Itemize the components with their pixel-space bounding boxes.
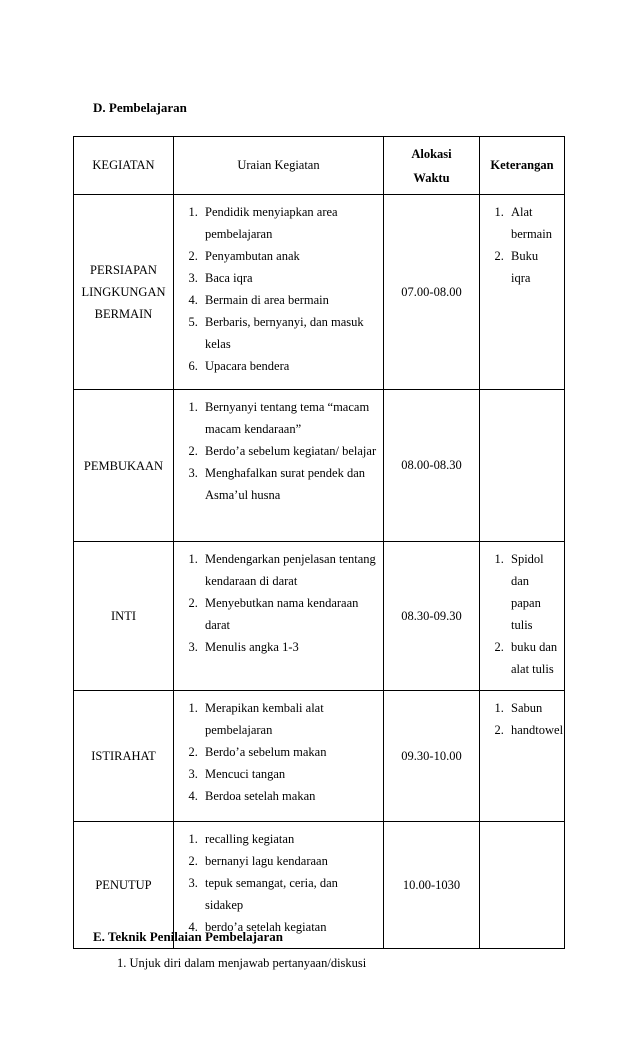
kegiatan-label: PEMBUKAAN bbox=[83, 458, 164, 473]
keterangan-item: 2. Buku iqra bbox=[507, 245, 560, 289]
keterangan-list bbox=[480, 691, 564, 751]
waktu-cell: 08.30-09.30 bbox=[384, 542, 480, 691]
uraian-item: 1. Mendengarkan penjelasan tentang kendaraan di darat bbox=[201, 548, 377, 592]
uraian-item: 2. Penyambutan anak bbox=[201, 245, 377, 267]
keterangan-item: 1. Alat bermain bbox=[507, 201, 560, 245]
uraian-cell bbox=[174, 691, 384, 822]
header-alokasi-line1: Alokasi bbox=[411, 146, 452, 161]
table-header-row bbox=[74, 137, 565, 195]
keterangan-item: 1. Sabun bbox=[507, 697, 560, 719]
header-keterangan: Keterangan bbox=[480, 137, 565, 195]
kegiatan-cell bbox=[74, 390, 174, 542]
uraian-item: 5. Berbaris, bernyanyi, dan masuk kelas bbox=[201, 311, 377, 355]
keterangan-cell bbox=[480, 542, 565, 691]
uraian-item: 3. Menghafalkan surat pendek dan Asma’ul husna bbox=[201, 462, 377, 506]
uraian-item: 1. recalling kegiatan bbox=[201, 828, 377, 850]
kegiatan-label: PERSIAPAN bbox=[90, 263, 157, 277]
uraian-cell bbox=[174, 542, 384, 691]
uraian-list bbox=[174, 390, 383, 516]
section-e-item: 1. Unjuk diri dalam menjawab pertanyaan/diskusi bbox=[117, 956, 367, 970]
uraian-cell bbox=[174, 195, 384, 390]
uraian-item: 4. Bermain di area bermain bbox=[201, 289, 377, 311]
header-kegiatan: KEGIATAN bbox=[74, 137, 174, 195]
uraian-item: 1. Pendidik menyiapkan area pembelajaran bbox=[201, 201, 377, 245]
keterangan-item: 2. handtowel bbox=[507, 719, 560, 741]
keterangan-item: 1. Spidol dan papan tulis bbox=[507, 548, 560, 636]
keterangan-list bbox=[480, 195, 564, 299]
header-uraian: Uraian Kegiatan bbox=[174, 137, 384, 195]
kegiatan-label: LINGKUNGAN bbox=[81, 285, 166, 299]
waktu-cell: 07.00-08.00 bbox=[384, 195, 480, 390]
kegiatan-label: BERMAIN bbox=[94, 307, 153, 321]
kegiatan-cell bbox=[74, 195, 174, 390]
uraian-item: 2. Berdo’a sebelum kegiatan/ belajar bbox=[201, 440, 377, 462]
header-alokasi-waktu bbox=[384, 137, 480, 195]
table-row bbox=[74, 390, 565, 542]
uraian-item: 2. bernanyi lagu kendaraan bbox=[201, 850, 377, 872]
uraian-cell bbox=[174, 390, 384, 542]
uraian-item: 2. Menyebutkan nama kendaraan darat bbox=[201, 592, 377, 636]
uraian-item: 6. Upacara bendera bbox=[201, 355, 377, 377]
kegiatan-label: ISTIRAHAT bbox=[91, 749, 156, 763]
keterangan-list bbox=[480, 542, 564, 690]
waktu-cell: 10.00-1030 bbox=[384, 822, 480, 949]
uraian-item: 1. Bernyanyi tentang tema “macam macam kendaraan” bbox=[201, 396, 377, 440]
uraian-list bbox=[174, 195, 383, 387]
keterangan-cell bbox=[480, 195, 565, 390]
kegiatan-cell bbox=[74, 542, 174, 691]
table-row bbox=[74, 691, 565, 822]
uraian-item: 3. Menulis angka 1-3 bbox=[201, 636, 377, 658]
kegiatan-label: INTI bbox=[111, 609, 136, 623]
uraian-item: 2. Berdo’a sebelum makan bbox=[201, 741, 377, 763]
uraian-item: 1. Merapikan kembali alat pembelajaran bbox=[201, 697, 377, 741]
kegiatan-label: PENUTUP bbox=[95, 878, 152, 892]
keterangan-cell bbox=[480, 822, 565, 949]
waktu-cell: 09.30-10.00 bbox=[384, 691, 480, 822]
uraian-item: 3. tepuk semangat, ceria, dan sidakep bbox=[201, 872, 377, 916]
section-d-heading: D. Pembelajaran bbox=[93, 100, 187, 115]
uraian-list bbox=[174, 691, 383, 817]
keterangan-cell bbox=[480, 691, 565, 822]
table-row bbox=[74, 542, 565, 691]
activity-table bbox=[73, 136, 565, 949]
table-row bbox=[74, 195, 565, 390]
kegiatan-cell bbox=[74, 691, 174, 822]
uraian-list bbox=[174, 542, 383, 668]
header-alokasi-line2: Waktu bbox=[413, 170, 450, 185]
section-e-heading: E. Teknik Penilaian Pembelajaran bbox=[93, 929, 283, 944]
uraian-item: 3. Baca iqra bbox=[201, 267, 377, 289]
keterangan-cell bbox=[480, 390, 565, 542]
uraian-item: 4. berdo’a setelah kegiatan bbox=[201, 916, 377, 938]
keterangan-item: 2. buku dan alat tulis bbox=[507, 636, 560, 680]
waktu-cell: 08.00-08.30 bbox=[384, 390, 480, 542]
uraian-item: 3. Mencuci tangan bbox=[201, 763, 377, 785]
uraian-item: 4. Berdoa setelah makan bbox=[201, 785, 377, 807]
